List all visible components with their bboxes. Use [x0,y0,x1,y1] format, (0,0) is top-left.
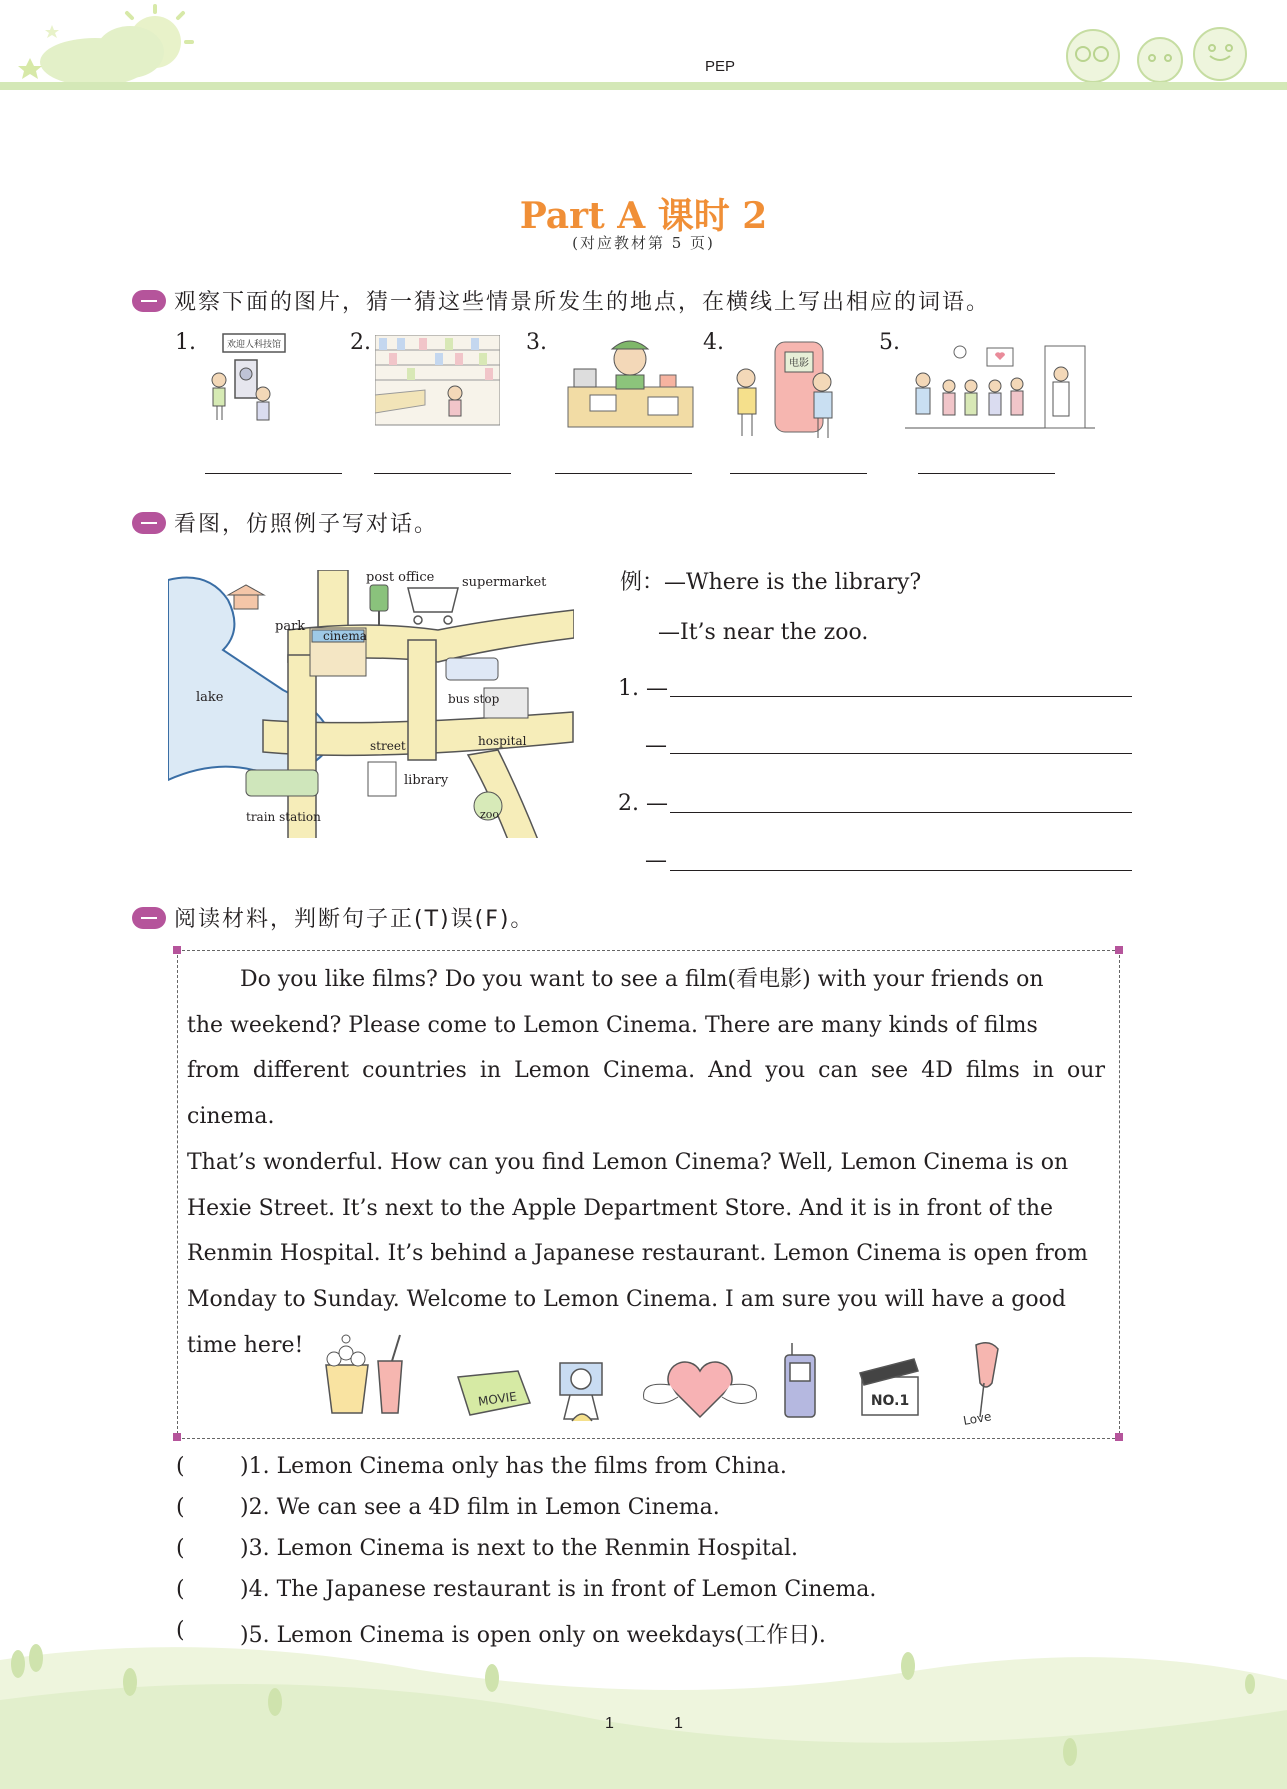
answer-line-3[interactable] [555,473,692,474]
page-title: Part A 课时 2 [519,195,768,237]
answer-line-5[interactable] [918,473,1055,474]
love-text: Love [962,1409,993,1428]
passage-line: Hexie Street. It’s next to the Apple Department Store. And it is in front of the [187,1195,1054,1221]
answer-line-2[interactable] [374,473,511,474]
section-3-badge [132,907,166,929]
statement-4: )4. The Japanese restaurant is in front of Lemon Cinema. [240,1577,877,1602]
box-corner-marker [1115,1433,1123,1441]
popcorn-icon [326,1335,402,1413]
item-1-number: 1. [175,330,196,355]
clapperboard-text: NO.1 [870,1393,910,1409]
map-label-cinema: cinema [323,629,367,643]
cinema-icons-row [320,1325,1030,1435]
answer-line-1[interactable] [205,473,342,474]
section-2-badge [132,512,166,534]
picture-post-office [560,335,695,433]
statement-3-open-paren[interactable]: ( [176,1536,185,1561]
map-label-lake: lake [196,690,224,705]
map-label-post-office: post office [366,570,435,585]
statement-1-open-paren[interactable]: ( [176,1454,185,1479]
map-label-supermarket: supermarket [462,575,547,590]
header-decoration-left [0,0,220,110]
answer-line-4[interactable] [730,473,867,474]
footer-landscape [0,1640,1287,1789]
item-2-number: 2. [350,330,371,355]
dialogue-2-dash: — [645,848,667,873]
passage-line: from different countries in Lemon Cinema. And you can see 4D films in our cinema. [187,1058,1105,1130]
film-clapperboard-icon [860,1359,918,1415]
statement-5-open-paren[interactable]: ( [176,1618,185,1643]
statement-4-open-paren[interactable]: ( [176,1577,185,1602]
dialogue-1-line-1[interactable] [670,696,1132,697]
picture-hospital [905,340,1095,432]
map-label-train-station: train station [246,810,321,824]
dialogue-2-line-2[interactable] [670,870,1132,871]
dialogue-1-dash: — [645,733,667,758]
reading-passage [187,957,1105,1368]
movie-ticket-icon [458,1371,530,1415]
map-label-hospital: hospital [478,734,527,748]
map-label-park: park [275,619,306,634]
map-label-zoo: zoo [480,808,500,821]
footer-page-number-left: 1 [605,1715,614,1732]
map-label-library: library [404,773,449,788]
town-map [168,570,574,838]
map-label-street: street [370,739,406,753]
box-corner-marker [173,1433,181,1441]
section-2-instruction: 看图，仿照例子写对话。 [174,512,439,537]
series-label: PEP [705,58,736,75]
passage-line: Monday to Sunday. Welcome to Lemon Cinema. I am sure you will have a good [187,1286,1066,1312]
passage-line: time here! [187,1332,304,1358]
statement-2-open-paren[interactable]: ( [176,1495,185,1520]
item-4-number: 4. [703,330,724,355]
movie-ticket-text: MOVIE [477,1389,518,1409]
statement-5: )5. Lemon Cinema is open only on weekdays(工作日). [240,1623,826,1648]
item-3-number: 3. [526,330,547,355]
header-rule [0,82,1287,90]
map-label-bus-stop: bus stop [448,692,500,706]
dialogue-2-label: 2. — [618,791,668,816]
box-corner-marker [173,946,181,954]
statement-2: )2. We can see a 4D film in Lemon Cinema. [240,1495,720,1520]
example-answer: —It’s near the zoo. [658,620,869,645]
microphone-icon [962,1343,998,1428]
item-5-number: 5. [879,330,900,355]
section-1-instruction: 观察下面的图片，猜一猜这些情景所发生的地点，在横线上写出相应的词语。 [174,290,991,315]
section-3-instruction: 阅读材料，判断句子正(T)误(F)。 [174,907,535,932]
passage-line: the weekend? Please come to Lemon Cinema. There are many kinds of films [187,1012,1038,1038]
example-question: 例：—Where is the library? [620,570,922,595]
winged-heart-icon [644,1362,757,1417]
picture-bookstore [375,335,500,427]
statement-1: )1. Lemon Cinema only has the films from China. [240,1454,787,1479]
statement-3: )3. Lemon Cinema is next to the Renmin Hospital. [240,1536,798,1561]
film-screen-sign: 电影 [789,358,809,369]
passage-line: Renmin Hospital. It’s behind a Japanese restaurant. Lemon Cinema is open from [187,1241,1088,1267]
picture-cinema-ticket-machine [730,338,840,443]
dialogue-1-label: 1. — [618,676,668,701]
passage-line: Do you like films? Do you want to see a film(看电影) with your friends on [240,967,1044,992]
footer-page-number-right: 1 [674,1715,683,1732]
dialogue-2-line-1[interactable] [670,812,1132,813]
science-museum-sign: 欢迎人科技馆 [226,340,282,350]
page-subtitle: (对应教材第 5 页) [572,234,715,252]
picture-science-museum [205,330,290,430]
dialogue-1-line-2[interactable] [670,753,1132,754]
spotlight-icon [560,1363,602,1421]
camera-phone-icon [785,1343,815,1417]
section-1-badge [132,290,166,312]
header-decoration-animals [1055,18,1255,88]
box-corner-marker [1115,946,1123,954]
passage-line: That’s wonderful. How can you find Lemon Cinema? Well, Lemon Cinema is on [187,1149,1069,1175]
